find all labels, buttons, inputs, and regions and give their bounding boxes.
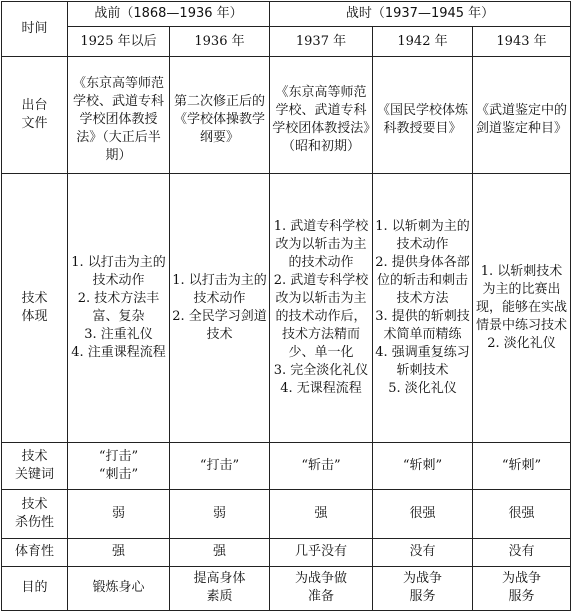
technique-item: 2. 全民学习剑道技术 xyxy=(172,308,267,342)
purpose-cell-1942: 为战争 服务 xyxy=(373,566,473,610)
physical-cell-1925: 强 xyxy=(68,538,170,566)
lethality-label: 技术 杀伤性 xyxy=(2,489,68,538)
technique-cell-1943 xyxy=(473,174,571,442)
lethality-cell-1936: 弱 xyxy=(170,489,270,538)
col-header-1937: 1937 年 xyxy=(270,27,373,57)
documents-cell-1937: 《东京高等师范学校、武道专科学校团体教授法》（昭和初期） xyxy=(270,57,373,174)
col-header-1936: 1936 年 xyxy=(170,27,270,57)
documents-row xyxy=(2,57,571,174)
technique-item: 5. 淡化礼仪 xyxy=(388,380,457,396)
technique-item: 2. 技术方法丰富、复杂 xyxy=(77,290,160,324)
physical-cell-1937: 几乎没有 xyxy=(270,538,373,566)
documents-cell-1942: 《国民学校体炼科教授要目》 xyxy=(373,57,473,174)
physical-row xyxy=(2,538,571,566)
physical-cell-1943: 没有 xyxy=(473,538,571,566)
purpose-cell-1936: 提高身体 素质 xyxy=(170,566,270,610)
technique-item: 2. 提供身体各部位的斩击和刺击技术方法 xyxy=(375,254,470,306)
keywords-row xyxy=(2,442,571,489)
purpose-row xyxy=(2,566,571,610)
technique-row xyxy=(2,174,571,442)
header-group-row xyxy=(2,2,571,27)
prewar-group-header: 战前（1868—1936 年） xyxy=(68,2,270,27)
technique-item: 3. 注重礼仪 xyxy=(84,326,153,342)
kendo-comparison-table xyxy=(1,1,571,611)
purpose-cell-1925: 锻炼身心 xyxy=(68,566,170,610)
technique-item: 3. 提供的斩刺技术简单而精练 xyxy=(375,308,470,342)
keywords-cell-1943: “斩刺” xyxy=(473,442,571,489)
technique-item: 1. 以打击为主的技术动作 xyxy=(71,254,166,288)
technique-item: 1. 武道专科学校改为以斩击为主的技术动作 xyxy=(273,218,369,270)
col-header-1942: 1942 年 xyxy=(373,27,473,57)
technique-cell-1937 xyxy=(270,174,373,442)
physical-label: 体育性 xyxy=(2,538,68,566)
technique-item: 1. 以打击为主的技术动作 xyxy=(172,272,267,306)
technique-cell-1925 xyxy=(68,174,170,442)
header-year-row xyxy=(2,27,571,57)
technique-item: 4. 无课程流程 xyxy=(280,380,362,396)
technique-cell-1942 xyxy=(373,174,473,442)
technique-item: 1. 以斩刺技术为主的比赛出现，能够在实战情景中练习技术 xyxy=(476,263,568,333)
col-header-1925: 1925 年以后 xyxy=(68,27,170,57)
technique-item: 4. 强调重复练习斩刺技术 xyxy=(375,344,470,378)
technique-item: 1. 以斩刺为主的技术动作 xyxy=(375,218,470,252)
keywords-label: 技术 关键词 xyxy=(2,442,68,489)
technique-item: 4. 注重课程流程 xyxy=(71,344,166,360)
wartime-group-header: 战时（1937—1945 年） xyxy=(270,2,571,27)
purpose-label: 目的 xyxy=(2,566,68,610)
technique-item: 2. 淡化礼仪 xyxy=(487,335,556,351)
lethality-cell-1943: 很强 xyxy=(473,489,571,538)
keywords-cell-1942: “斩刺” xyxy=(373,442,473,489)
time-label: 时间 xyxy=(2,2,68,57)
technique-cell-1936 xyxy=(170,174,270,442)
keywords-cell-1937: “斩击” xyxy=(270,442,373,489)
purpose-cell-1943: 为战争 服务 xyxy=(473,566,571,610)
documents-cell-1925: 《东京高等师范学校、武道专科学校团体教授法》（大正后半期） xyxy=(68,57,170,174)
physical-cell-1936: 强 xyxy=(170,538,270,566)
documents-cell-1943: 《武道鉴定中的剑道鉴定种目》 xyxy=(473,57,571,174)
col-header-1943: 1943 年 xyxy=(473,27,571,57)
technique-label: 技术 体现 xyxy=(2,174,68,442)
technique-item: 3. 完全淡化礼仪 xyxy=(273,362,369,378)
lethality-cell-1925: 弱 xyxy=(68,489,170,538)
lethality-cell-1942: 很强 xyxy=(373,489,473,538)
lethality-cell-1937: 强 xyxy=(270,489,373,538)
keywords-cell-1925: “打击” “刺击” xyxy=(68,442,170,489)
purpose-cell-1937: 为战争做 准备 xyxy=(270,566,373,610)
documents-label: 出台 文件 xyxy=(2,57,68,174)
documents-cell-1936: 第二次修正后的《学校体操教学纲要》 xyxy=(170,57,270,174)
physical-cell-1942: 没有 xyxy=(373,538,473,566)
lethality-row xyxy=(2,489,571,538)
technique-item: 2. 武道专科学校改为以斩击为主的技术动作后，技术方法精而少、单一化 xyxy=(273,272,369,360)
keywords-cell-1936: “打击” xyxy=(170,442,270,489)
